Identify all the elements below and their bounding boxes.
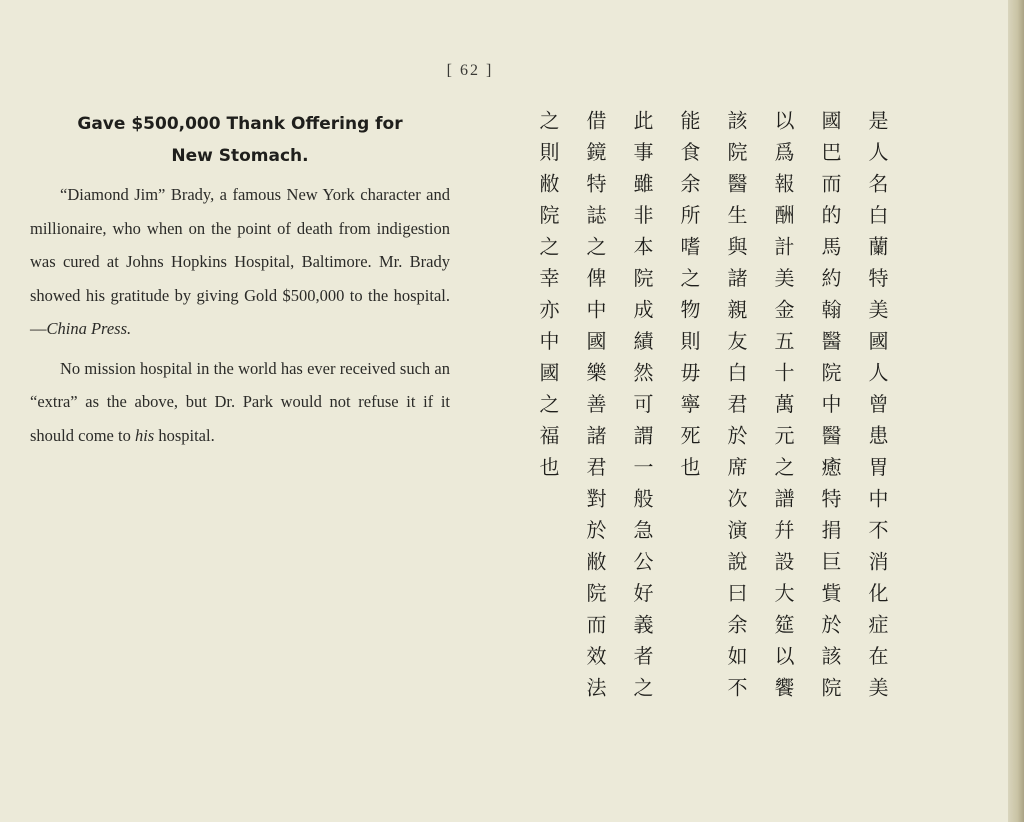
chinese-column: 該院醫生與諸親友白君於席次演說曰余如不	[724, 110, 748, 709]
article-headline-line2: New Stomach.	[171, 146, 309, 166]
article-paragraph-2	[30, 352, 450, 453]
chinese-column: 能食余所嗜之物則毋寧死也	[677, 110, 701, 488]
chinese-column: 以爲報酬計美金五十萬元之譜幷設大筵以饗	[771, 110, 795, 709]
page-edge	[1008, 0, 1024, 822]
article-headline-line1: Gave $500,000 Thank Offering for	[77, 114, 403, 134]
chinese-column: 之則敝院之幸亦中國之福也	[536, 110, 560, 488]
chinese-column: 此事雖非本院成績然可謂一般急公好義者之	[630, 110, 654, 709]
chinese-column: 國巴而的馬約翰醫院中醫癒特捐巨貲於該院	[818, 110, 842, 709]
chinese-text	[524, 110, 900, 750]
paragraph-2-end: hospital.	[154, 425, 215, 445]
paragraph-2-text: No mission hospital in the world has ever received such an “extra” as the above, but Dr. Park would not refuse it if it should come to	[30, 358, 450, 445]
paragraph-1-text: “Diamond Jim” Brady, a famous New York character and millionaire, who when on the point of death from indigestion was cured at Johns Hopkins Hospital, Baltimore. Mr. Brady showed his gratitude by giving Gold $500,000 to the hospital.—	[30, 185, 450, 338]
paragraph-2-emphasis: his	[134, 425, 155, 445]
article-paragraph-1	[30, 178, 450, 346]
page-number: [ 62 ]	[446, 62, 494, 79]
source-citation: China Press.	[46, 319, 132, 338]
chinese-column: 是人名白蘭特美國人曾患胃中不消化症在美	[865, 110, 889, 709]
chinese-column: 借鏡特誌之俾中國樂善諸君對於敝院而效法	[583, 110, 607, 709]
english-article	[30, 108, 450, 452]
